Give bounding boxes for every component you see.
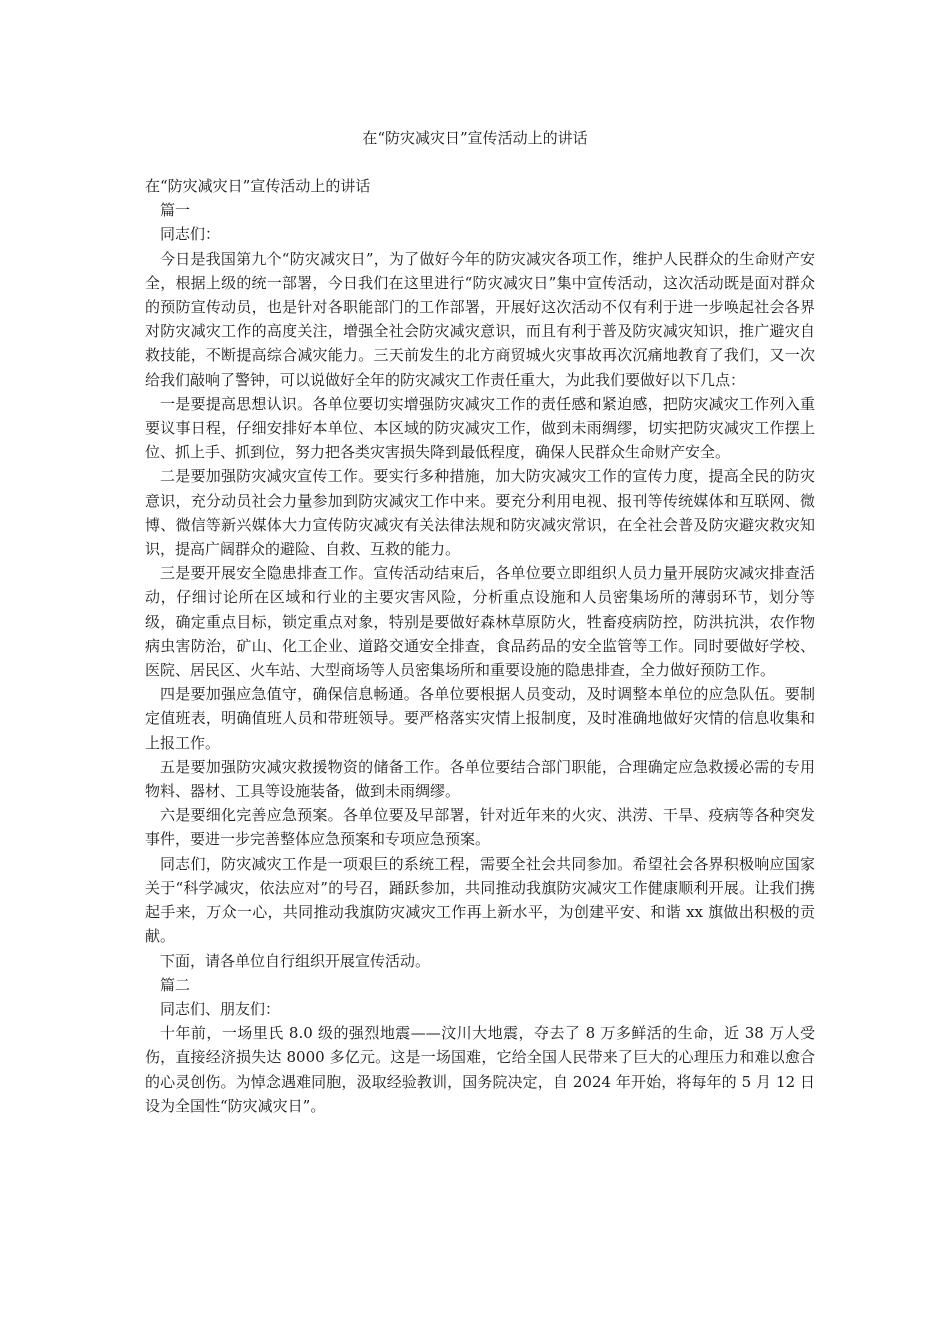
document-body (145, 174, 815, 1118)
section-heading-2: 篇二 (160, 975, 191, 994)
body-paragraph: 十年前，一场里氏 8.0 级的强烈地震——汶川大地震，夺去了 8 万多鲜活的生命，近 38 万人受伤，直接经济损失达 8000 多亿元。这是一场国难，它给全国人民带来了巨大的心理压力和难以愈合的心灵创伤。为悼念遇难同胞，汲取经验教训，国务院决定，自 2024 年开始，将每年的 5 月 12 日设为全国性“防灾减灾日”。 (145, 1024, 815, 1115)
salutation-2: 同志们、朋友们： (160, 999, 281, 1018)
body-paragraph: 五是要加强防灾减灾救援物资的储备工作。各单位要结合部门职能，合理确定应急救援必需的专用物料、器材、工具等设施装备，做到未雨绸缪。 (145, 757, 815, 801)
subtitle-paragraph: 在“防灾减灾日”宣传活动上的讲话 (145, 177, 371, 195)
body-paragraph: 同志们，防灾减灾工作是一项艰巨的系统工程，需要全社会共同参加。希望社会各界积极响应国家关于“科学减灾，依法应对”的号召，踊跃参加，共同推动我旗防灾减灾工作健康顺利开展。让我们携起手来，万众一心，共同推动我旗防灾减灾工作再上新水平，为创建平安、和谐 xx 旗做出积极的贡献。 (145, 854, 815, 946)
body-paragraph: 四是要加强应急值守，确保信息畅通。各单位要根据人员变动，及时调整本单位的应急队伍。要制定值班表，明确值班人员和带班领导。要严格落实灾情上报制度，及时准确地做好灾情的信息收集和上报工作。 (145, 685, 815, 752)
page-title: 在“防灾减灾日”宣传活动上的讲话 (362, 129, 588, 147)
section-heading-1: 篇一 (160, 201, 191, 220)
salutation-1: 同志们： (160, 225, 221, 244)
body-paragraph: 三是要开展安全隐患排查工作。宣传活动结束后，各单位要立即组织人员力量开展防灾减灾排查活动，仔细讨论所在区域和行业的主要灾害风险，分析重点设施和人员密集场所的薄弱环节，划分等级，确定重点目标，锁定重点对象，特别是要做好森林草原防火，牲畜疫病防控，防洪抗洪，农作物病虫害防治，矿山、化工企业、道路交通安全排查，食品药品的安全监管等工作。同时要做好学校、医院、居民区、火车站、大型商场等人员密集场所和重要设施的隐患排查，全力做好预防工作。 (145, 564, 815, 680)
body-paragraph: 下面，请各单位自行组织开展宣传活动。 (160, 951, 431, 970)
body-paragraph: 今日是我国第九个“防灾减灾日”，为了做好今年的防灾减灾各项工作，维护人民群众的生命财产安全，根据上级的统一部署，今日我们在这里进行“防灾减灾日”集中宣传活动，这次活动既是面对群众的预防宣传动员，也是针对各职能部门的工作部署，开展好这次活动不仅有利于进一步唤起社会各界对防灾减灾工作的高度关注，增强全社会防灾减灾意识，而且有利于普及防灾减灾知识，推广避灾自救技能，不断提高综合减灾能力。三天前发生的北方商贸城火灾事故再次沉痛地教育了我们，又一次给我们敲响了警钟，可以说做好全年的防灾减灾工作责任重大，为此我们要做好以下几点： (145, 249, 815, 389)
body-paragraph: 二是要加强防灾减灾宣传工作。要实行多种措施，加大防灾减灾工作的宣传力度，提高全民的防灾意识，充分动员社会力量参加到防灾减灾工作中来。要充分利用电视、报刊等传统媒体和互联网、微博、微信等新兴媒体大力宣传防灾减灾有关法律法规和防灾减灾常识，在全社会普及防灾避灾救灾知识，提高广阔群众的避险、自救、互救的能力。 (145, 467, 815, 559)
body-paragraph: 六是要细化完善应急预案。各单位要及早部署，针对近年来的火灾、洪涝、干旱、疫病等各种突发事件，要进一步完善整体应急预案和专项应急预案。 (145, 806, 815, 849)
body-paragraph: 一是要提高思想认识。各单位要切实增强防灾减灾工作的责任感和紧迫感，把防灾减灾工作列入重要议事日程，仔细安排好本单位、本区域的防灾减灾工作，做到未雨绸缪，切实把防灾减灾工作摆上位、抓上手、抓到位，努力把各类灾害损失降到最低程度，确保人民群众生命财产安全。 (145, 394, 815, 462)
